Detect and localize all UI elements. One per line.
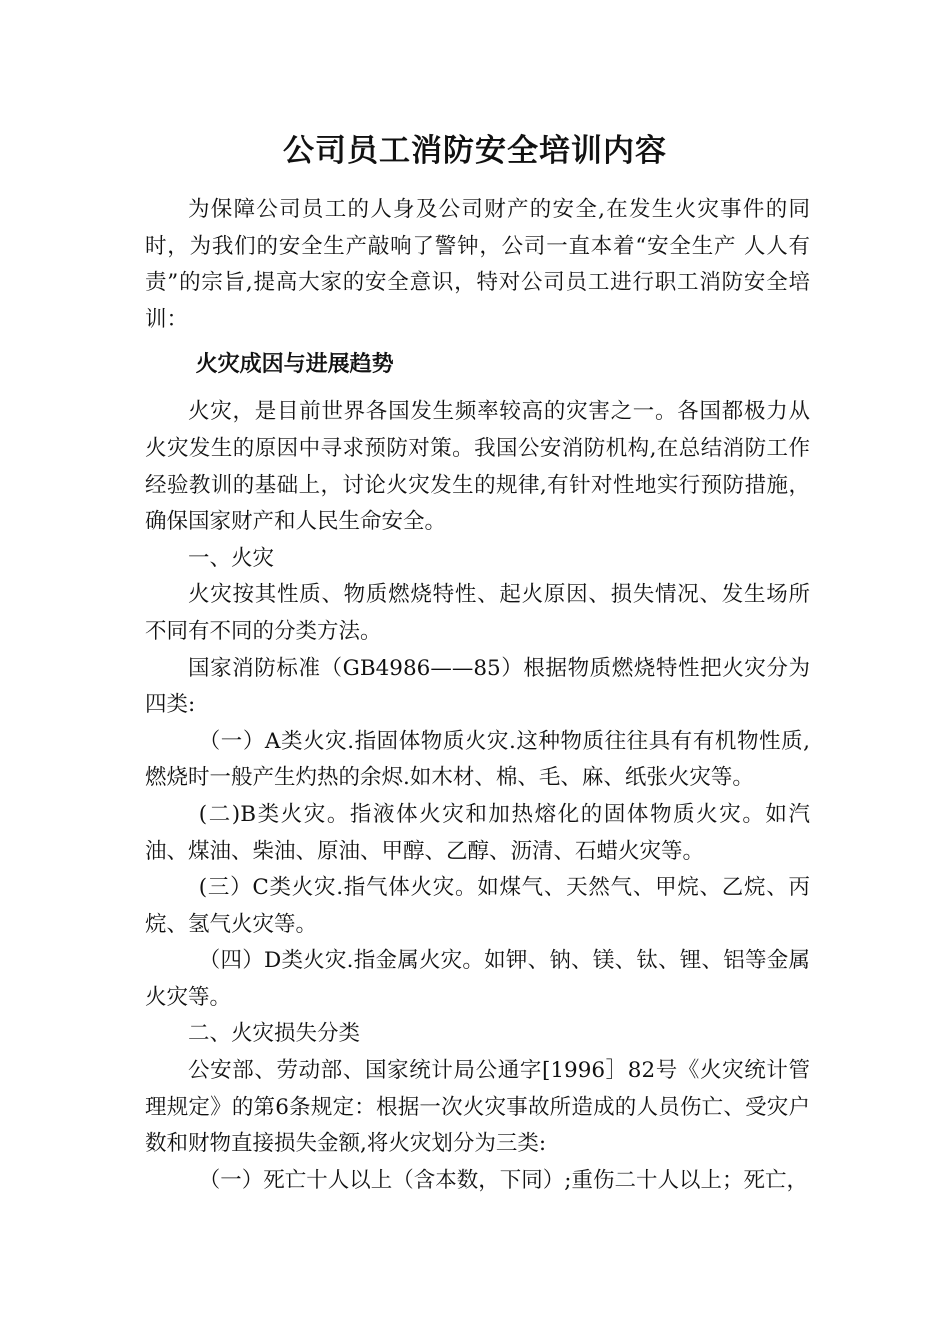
section-heading: 火灾成因与进展趋势 bbox=[195, 352, 394, 378]
class-c-paragraph: (三）C类火灾.指气体火灾。如煤气、天然气、甲烷、乙烷、丙烷、氢气火灾等。 bbox=[145, 875, 810, 937]
part1-standard-paragraph: 国家消防标准（GB4986——85）根据物质燃烧特性把火灾分为四类: bbox=[145, 655, 810, 718]
part2-paragraph: 公安部、劳动部、国家统计局公通字[1996］82号《火灾统计管理规定》的第6条规定：根据一次火灾事故所造成的人员伤亡、受灾户数和财物直接损失金额,将火灾划分为三类: bbox=[145, 1058, 810, 1157]
section-intro-paragraph: 火灾，是目前世界各国发生频率较高的灾害之一。各国都极力从火灾发生的原因中寻求预防对策。我国公安消防机构,在总结消防工作经验教训的基础上，讨论火灾发生的规律,有针对性地实行预防措施，确保国家财产和人民生命安全。 bbox=[145, 399, 810, 535]
class-b-paragraph: (二)B类火灾。指液体火灾和加热熔化的固体物质火灾。如汽油、煤油、柴油、原油、甲醇、乙醇、沥清、石蜡火灾等。 bbox=[145, 801, 810, 864]
part1-paragraph: 火灾按其性质、物质燃烧特性、起火原因、损失情况、发生场所不同有不同的分类方法。 bbox=[145, 582, 810, 644]
document-body bbox=[145, 192, 810, 1199]
loss-class-1-paragraph: （一）死亡十人以上（含本数，下同）;重伤二十人以上；死亡， bbox=[198, 1167, 808, 1193]
intro-paragraph: 为保障公司员工的人身及公司财产的安全,在发生火灾事件的同时，为我们的安全生产敲响了警钟，公司一直本着“安全生产 人人有责”的宗旨,提高大家的安全意识，特对公司员工进行职工消防安全培训： bbox=[145, 197, 810, 332]
part2-heading: 二、火灾损失分类 bbox=[188, 1021, 361, 1047]
class-d-paragraph: （四）D类火灾.指金属火灾。如钾、钠、镁、钛、锂、铝等金属火灾等。 bbox=[145, 948, 810, 1010]
document-title: 公司员工消防安全培训内容 bbox=[283, 133, 667, 169]
part1-heading: 一、火灾 bbox=[188, 545, 275, 571]
class-a-paragraph: （一）A类火灾.指固体物质火灾.这种物质往往具有有机物性质,燃烧时一般产生灼热的余烬.如木材、棉、毛、麻、纸张火灾等。 bbox=[145, 728, 810, 791]
